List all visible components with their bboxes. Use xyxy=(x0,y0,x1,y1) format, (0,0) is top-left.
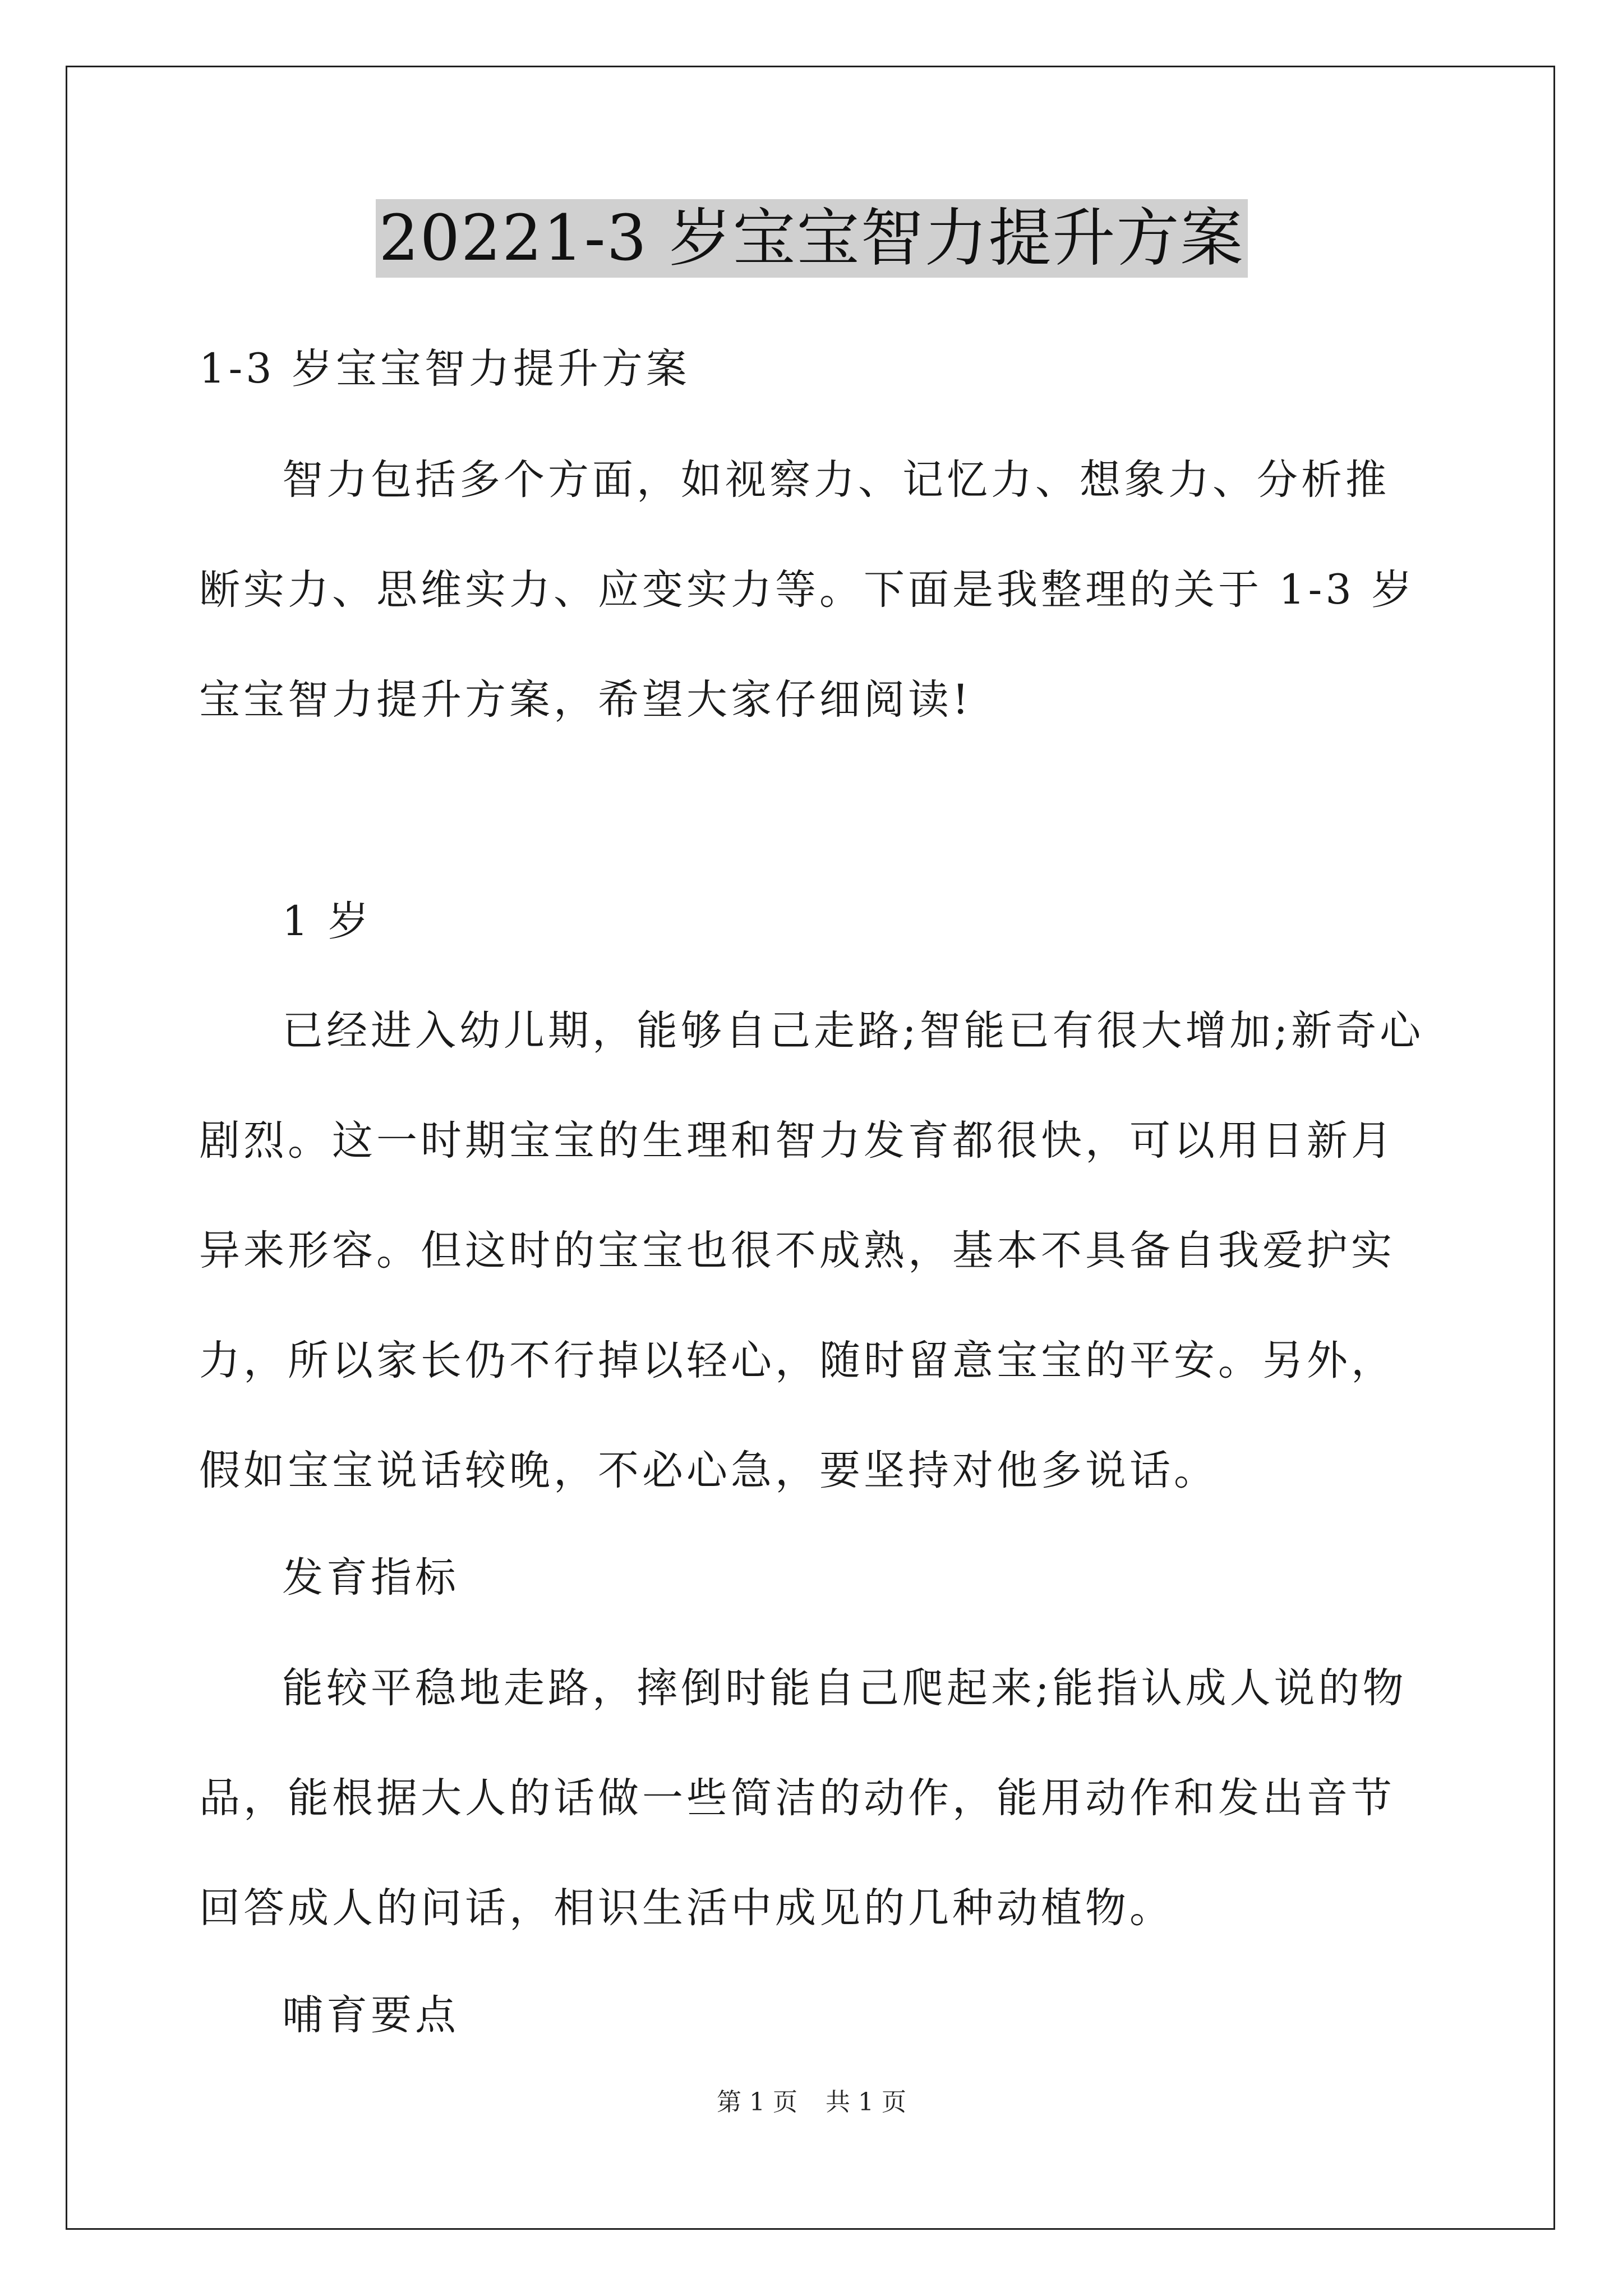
intro-paragraph: 智力包括多个方面，如视察力、记忆力、想象力、分析推断实力、思维实力、应变实力等。下面是我整理的关于 1-3 岁宝宝智力提升方案，希望大家仔细阅读! xyxy=(199,456,1415,724)
subheading-nurturing-points: 哺育要点 xyxy=(282,1991,459,2039)
page-footer xyxy=(0,2087,1623,2118)
title-container xyxy=(0,199,1623,278)
section-heading-1-year: 1 岁 xyxy=(282,898,372,945)
page-number-current: 第 1 页 xyxy=(717,2088,797,2116)
document-subtitle: 1-3 岁宝宝智力提升方案 xyxy=(199,345,690,393)
document-title: 20221-3 岁宝宝智力提升方案 xyxy=(376,199,1248,278)
page-number-total: 共 1 页 xyxy=(826,2088,906,2116)
paragraph-1-year-description: 已经进入幼儿期，能够自己走路;智能已有很大增加;新奇心剧烈。这一时期宝宝的生理和智力发育都很快，可以用日新月异来形容。但这时的宝宝也很不成熟，基本不具备自我爱护实力，所以家长仍不行掉以轻心，随时留意宝宝的平安。另外，假如宝宝说话较晚，不必心急，要坚持对他多说话。 xyxy=(199,1007,1424,1494)
subheading-development-indicators: 发育指标 xyxy=(282,1554,459,1602)
paragraph-development-indicators: 能较平稳地走路，摔倒时能自己爬起来;能指认成人说的物品，能根据大人的话做一些简洁的动作，能用动作和发出音节回答成人的问话，相识生活中成见的几种动植物。 xyxy=(199,1664,1407,1932)
